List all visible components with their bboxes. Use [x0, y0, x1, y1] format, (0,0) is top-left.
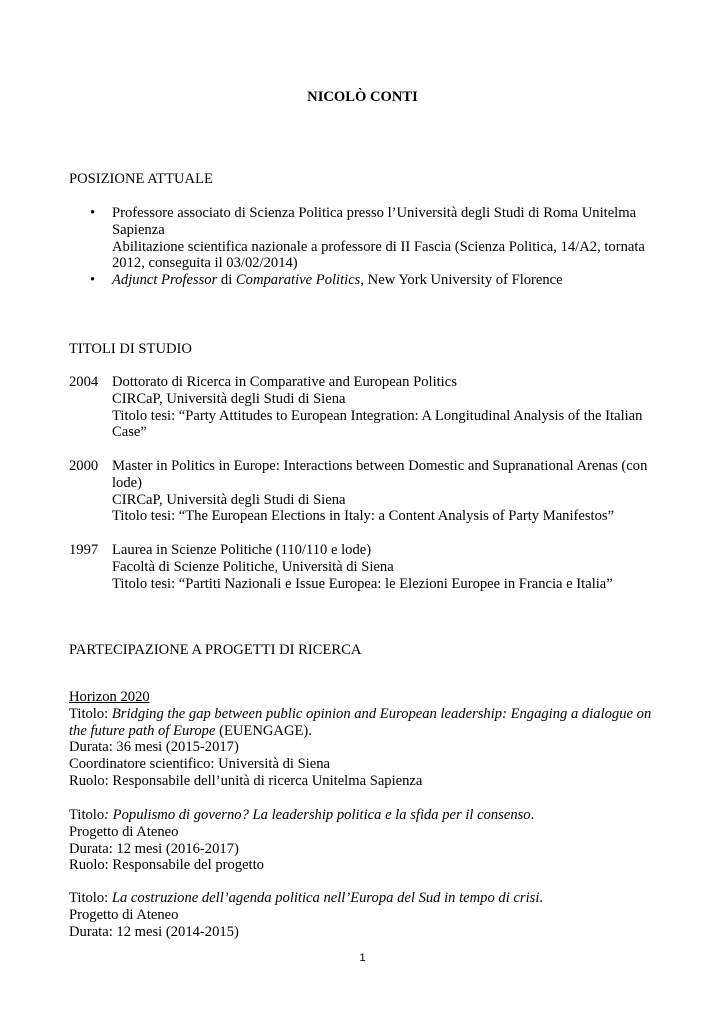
education-year: 2004	[69, 374, 99, 390]
education-line: Case”	[112, 424, 147, 441]
project-role: Ruolo: Responsabile dell’unità di ricerca Unitelma Sapienza	[69, 772, 423, 789]
project-title-label: Titolo:	[69, 890, 112, 906]
education-year: 1997	[69, 542, 99, 558]
project-title-label: Titolo:	[69, 705, 112, 722]
section-heading-projects: PARTECIPAZIONE A PROGETTI DI RICERCA	[69, 642, 362, 658]
education-entry	[69, 374, 659, 441]
project-title	[69, 890, 659, 907]
project-title-text: the future path of Europe	[69, 722, 216, 739]
project-coordinator: Coordinatore scientifico: Università di Siena	[69, 756, 330, 773]
project-title-cont	[69, 723, 659, 740]
education-line: Titolo tesi: “The European Elections in Italy: a Content Analysis of Party Manifestos”	[112, 508, 615, 525]
project-entry	[69, 689, 659, 790]
adjunct-role: Adjunct Professor	[112, 272, 218, 289]
position-line: Sapienza	[112, 221, 165, 238]
current-position-item	[69, 272, 659, 289]
adjunct-subject: Comparative Politics	[235, 272, 361, 289]
project-title-text: La costruzione dell’agenda politica nell’Europa del Sud in tempo di crisi	[111, 890, 540, 906]
project-duration: Durata: 12 mesi (2016-2017)	[69, 840, 239, 857]
section-heading-education: TITOLI DI STUDIO	[69, 341, 192, 357]
page-number: 1	[359, 952, 366, 964]
project-duration: Durata: 36 mesi (2015-2017)	[69, 739, 239, 756]
education-entry	[69, 542, 659, 592]
project-program: Progetto di Ateneo	[69, 823, 179, 840]
cv-name-title: NICOLÒ CONTI	[307, 89, 418, 105]
education-line: Dottorato di Ricerca in Comparative and European Politics	[112, 374, 457, 390]
project-title	[69, 706, 659, 723]
education-entry	[69, 458, 659, 525]
education-line: Titolo tesi: “Party Attitudes to European Integration: A Longitudinal Analysis of the Italian	[112, 407, 643, 424]
project-acronym: (EUENGAGE).	[215, 722, 312, 739]
adjunct-line	[112, 272, 659, 289]
current-position-list	[69, 205, 659, 289]
project-title-text: : Populismo di governo? La leadership politica e la sfida per il consenso	[104, 807, 531, 823]
education-year: 2000	[69, 458, 99, 474]
habilitation-line: Abilitazione scientifica nazionale a professore di II Fascia (Scienza Politica, 14/A2, tornata	[112, 238, 645, 255]
position-line: Professore associato di Scienza Politica presso l’Università degli Studi di Roma Unitelma	[112, 205, 637, 221]
education-line: CIRCaP, Università degli Studi di Siena	[112, 491, 346, 508]
current-position-item	[69, 205, 659, 272]
adjunct-connector: di	[217, 272, 236, 289]
project-entry	[69, 807, 659, 874]
project-program: Progetto di Ateneo	[69, 906, 179, 923]
education-line: Facoltà di Scienze Politiche, Università di Siena	[112, 558, 394, 575]
project-title	[69, 807, 659, 824]
education-line: CIRCaP, Università degli Studi di Siena	[112, 390, 346, 407]
bullet-icon: •	[90, 272, 96, 289]
project-title-label: Titolo	[69, 807, 105, 823]
project-duration: Durata: 12 mesi (2014-2015)	[69, 923, 239, 940]
project-program: Horizon 2020	[69, 689, 150, 705]
project-entry	[69, 890, 659, 940]
education-line: Titolo tesi: “Partiti Nazionali e Issue Europea: le Elezioni Europee in Francia e Italia”	[112, 575, 613, 592]
project-title-period: .	[539, 890, 544, 906]
project-title-period: .	[530, 807, 535, 823]
project-role: Ruolo: Responsabile del progetto	[69, 857, 264, 874]
project-title-text: Bridging the gap between public opinion and European leadership: Engaging a dialogue on	[111, 705, 652, 722]
habilitation-line: 2012, conseguita il 03/02/2014)	[112, 255, 298, 272]
bullet-icon: •	[90, 205, 96, 221]
section-heading-current-position: POSIZIONE ATTUALE	[69, 171, 213, 187]
adjunct-institution: , New York University of Florence	[360, 272, 563, 289]
education-line: Laurea in Scienze Politiche (110/110 e lode)	[112, 542, 372, 558]
education-line: Master in Politics in Europe: Interactions between Domestic and Supranational Arenas (con	[112, 458, 648, 474]
education-line: lode)	[112, 474, 142, 491]
